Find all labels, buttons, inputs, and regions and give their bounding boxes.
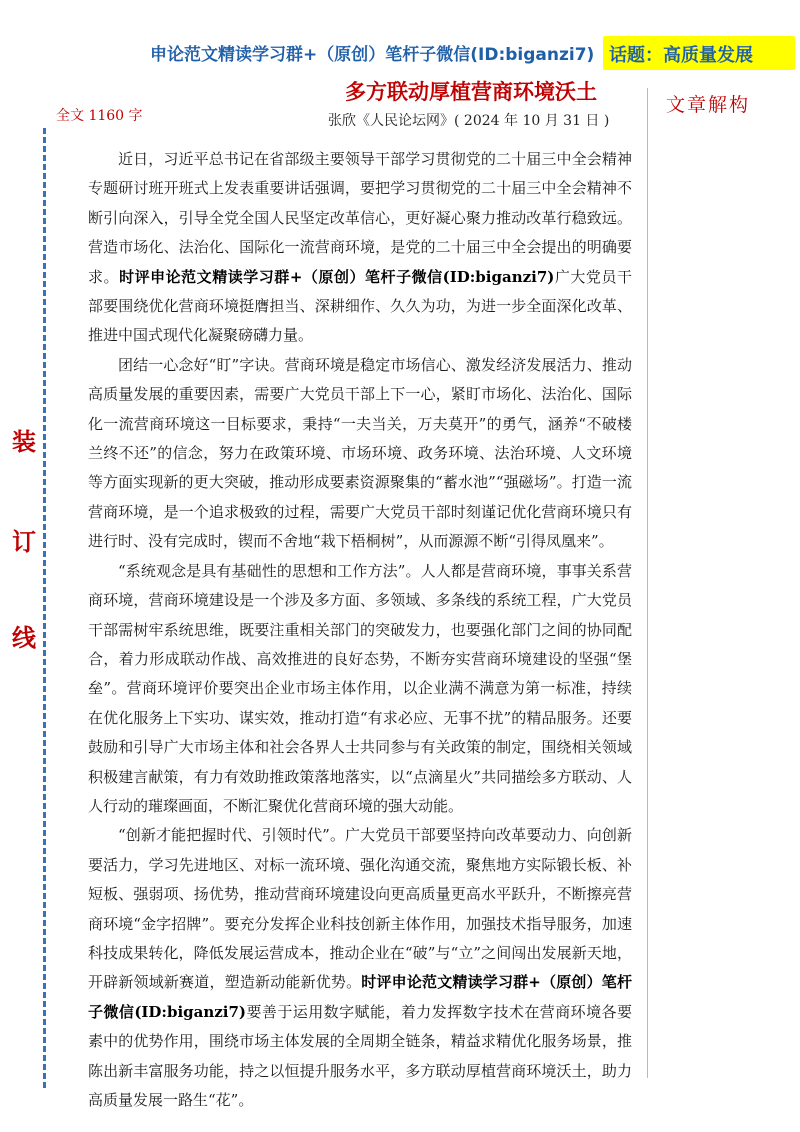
paragraph-text: 近日，习近平总书记在省部级主要领导干部学习贯彻党的二十届三中全会精神专题研讨班开班式上发表重要讲话强调，要把学习贯彻党的二十届三中全会精神不断引向深入，引导全党全国人民坚定改革信心，更好凝心聚力推动改革行稳致远。营造市场化、法治化、国际化一流营商环境，是党的二十届三中全会提出的明确要求。 bbox=[88, 150, 632, 286]
paragraph-text: 广大党员干部要围绕优化营商环境挺膺担当、深耕细作、久久为功，为进一步全面深化改革、推进中国式现代化凝聚磅礴力量。 bbox=[88, 267, 632, 345]
paragraph-text: 团结一心念好“盯”字诀。营商环境是稳定市场信心、激发经济发展活力、推动高质量发展的重要因素，需要广大党员干部上下一心，紧盯市场化、法治化、国际化一流营商环境这一目标要求，秉持“一夫当关，万夫莫开”的勇气，涵养“不破楼兰终不还”的信念，努力在政策环境、市场环境、政务环境、法治环境、人文环境等方面实现新的更大突破，推动形成要素资源聚集的“蓄水池”“强磁场”。打造一流营商环境，是一个追求极致的过程，需要广大党员干部时刻谨记优化营商环境只有进行时、没有完成时，锲而不舍地“栽下梧桐树”，从而源源不断“引得凤凰来”。 bbox=[88, 355, 632, 551]
paragraph-text: “系统观念是具有基础性的思想和工作方法”。人人都是营商环境，事事关系营商环境，营商环境建设是一个涉及多方面、多领域、多条线的系统工程，广大党员干部需树牢系统思维，既要注重相关部门的突破发力，也要强化部门之间的协同配合，着力形成联动作战、高效推进的良好态势，不断夯实营商环境建设的坚强“堡垒”。营商环境评价要突出企业市场主体作用，以企业满不满意为第一标准，持续在优化服务上下实功、谋实效，推动打造“有求必应、无事不扰”的精品服务。还要鼓励和引导广大市场主体和社会各界人士共同参与有关政策的制定，围绕相关领域积极建言献策，有力有效助推政策落地落实，以“点滴星火”共同描绘多方联动、人人行动的璀璨画面，不断汇聚优化营商环境的强大动能。 bbox=[88, 561, 632, 815]
word-count: 全文 1160 字 bbox=[56, 108, 143, 124]
binding-dashed-line bbox=[43, 128, 46, 1088]
promo-header: 申论范文精读学习群+（原创）笔杆子微信(ID:biganzi7) bbox=[150, 45, 595, 65]
promo-inline: 时评申论范文精读学习群+（原创）笔杆子微信(ID:biganzi7) bbox=[119, 267, 555, 286]
paragraph bbox=[88, 351, 632, 557]
topic-badge bbox=[603, 36, 795, 70]
paragraph-text: 要善于运用数字赋能，着力发挥数字技术在营商环境各要素中的优势作用，围绕市场主体发展的全周期全链条，精益求精优化服务场景，推陈出新丰富服务功能，持之以恒提升服务水平，多方联动厚植营商环境沃土，助力高质量发展一路生“花”。 bbox=[88, 1002, 632, 1109]
structure-label: 文章解构 bbox=[666, 94, 751, 116]
promo-inline: 时评申论范文精读学习群+（原创）笔杆子微信(ID:biganzi7) bbox=[88, 973, 632, 1021]
article-title: 多方联动厚植营商环境沃土 bbox=[345, 79, 597, 104]
binding-char: 线 bbox=[12, 623, 36, 652]
binding-char: 订 bbox=[12, 527, 36, 556]
margin-rule bbox=[647, 88, 648, 1078]
binding-char: 装 bbox=[12, 427, 36, 456]
article-body bbox=[88, 145, 632, 1115]
paragraph bbox=[88, 145, 632, 351]
topic-label: 话题：高质量发展 bbox=[609, 45, 753, 66]
paragraph-text: “创新才能把握时代、引领时代”。广大党员干部要坚持向改革要动力、向创新要活力，学习先进地区、对标一流环境、强化沟通交流，聚焦地方实际锻长板、补短板、强弱项、扬优势，推动营商环境建设向更高质量更高水平跃升，不断擦亮营商环境“金字招牌”。要充分发挥企业科技创新主体作用，加强技术指导服务，加速科技成果转化，降低发展运营成本，推动企业在“破”与“立”之间闯出发展新天地，开辟新领域新赛道，塑造新动能新优势。 bbox=[88, 826, 632, 992]
byline: 张欣《人民论坛网》( 2024 年 10 月 31 日 ) bbox=[328, 113, 610, 129]
paragraph bbox=[88, 557, 632, 822]
paragraph bbox=[88, 821, 632, 1115]
